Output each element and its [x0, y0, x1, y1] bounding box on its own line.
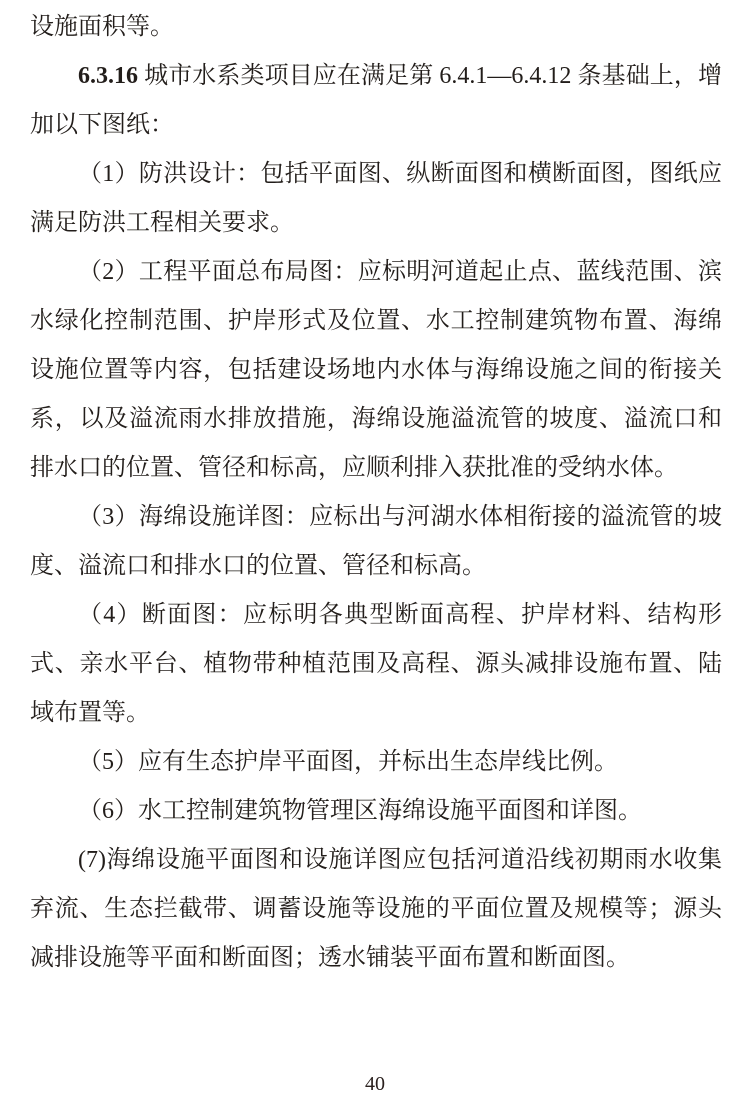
paragraph-continuation — [30, 3, 722, 52]
list-item-4 — [30, 591, 722, 738]
list-item-7 — [30, 836, 722, 983]
paragraph-text: （3）海绵设施详图：应标出与河湖水体相衔接的溢流管的坡度、溢流口和排水口的位置、管径和标高。 — [30, 504, 722, 579]
paragraph-text: 设施面积等。 — [30, 14, 174, 40]
paragraph-text: （1）防洪设计：包括平面图、纵断面图和横断面图，图纸应满足防洪工程相关要求。 — [30, 161, 722, 236]
paragraph-text: （6）水工控制建筑物管理区海绵设施平面图和详图。 — [78, 798, 642, 824]
document-body — [30, 3, 722, 983]
paragraph-text: （2）工程平面总布局图：应标明河道起止点、蓝线范围、滨水绿化控制范围、护岸形式及位置、水工控制建筑物布置、海绵设施位置等内容，包括建设场地内水体与海绵设施之间的衔接关系，以及溢流雨水排放措施，海绵设施溢流管的坡度、溢流口和排水口的位置、管径和标高，应顺利排入获批准的受纳水体。 — [30, 259, 722, 481]
list-item-6 — [30, 787, 722, 836]
list-item-2 — [30, 248, 722, 493]
clause-6-3-16 — [30, 52, 722, 150]
list-item-1 — [30, 150, 722, 248]
paragraph-text: （5）应有生态护岸平面图，并标出生态岸线比例。 — [78, 749, 618, 775]
paragraph-text: （4）断面图：应标明各典型断面高程、护岸材料、结构形式、亲水平台、植物带种植范围及高程、源头减排设施布置、陆域布置等。 — [30, 602, 722, 726]
list-item-5 — [30, 738, 722, 787]
list-item-3 — [30, 493, 722, 591]
clause-number: 6.3.16 — [78, 63, 138, 89]
page-number: 40 — [365, 1073, 385, 1095]
paragraph-text: (7)海绵设施平面图和设施详图应包括河道沿线初期雨水收集弃流、生态拦截带、调蓄设施等设施的平面位置及规模等；源头减排设施等平面和断面图；透水铺装平面布置和断面图。 — [30, 847, 722, 971]
paragraph-text: 城市水系类项目应在满足第 6.4.1—6.4.12 条基础上，增加以下图纸： — [30, 63, 722, 138]
